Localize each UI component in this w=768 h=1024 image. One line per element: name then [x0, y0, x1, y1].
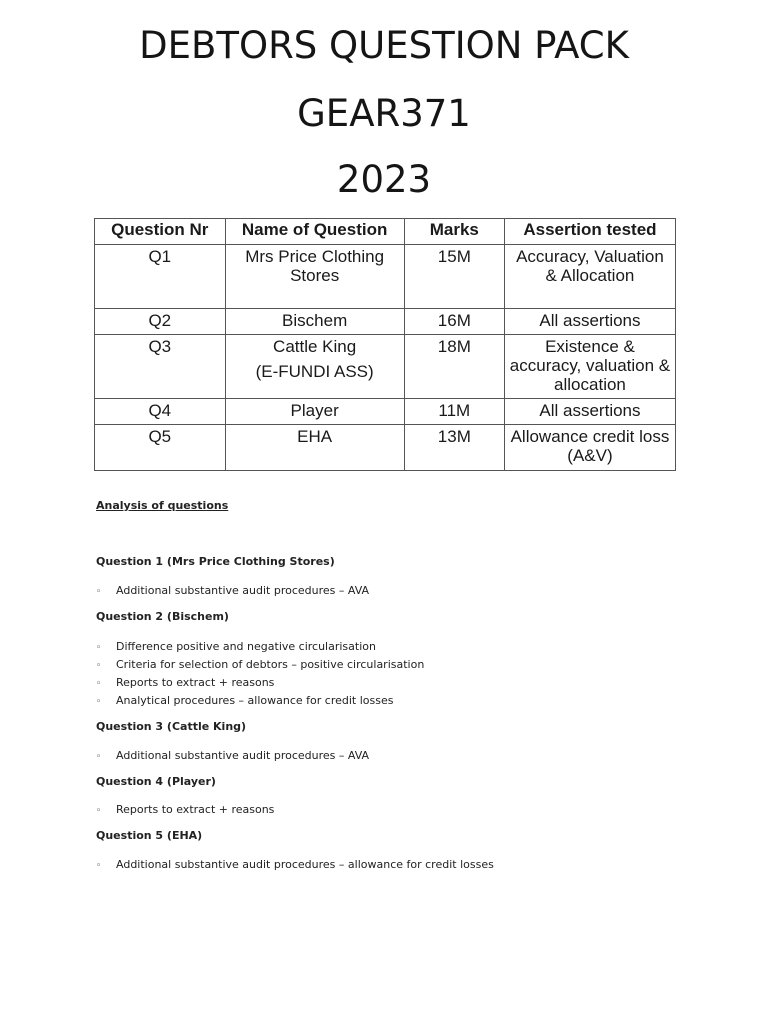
cell-name: [225, 245, 404, 309]
list-item-text: Analytical procedures – allowance for credit losses: [116, 694, 394, 707]
cell-assertion: All assertions: [504, 399, 675, 425]
header-marks: Marks: [404, 219, 504, 245]
bullet-icon: ◦: [96, 861, 102, 871]
document-title: DEBTORS QUESTION PACK: [139, 24, 629, 67]
bullet-icon: ◦: [96, 643, 102, 653]
bullet-icon: ◦: [96, 697, 102, 707]
cell-name: [225, 425, 404, 471]
question-3-heading: Question 3 (Cattle King): [96, 720, 247, 733]
bullet-icon: ◦: [96, 679, 102, 689]
cell-marks: 18M: [404, 335, 504, 399]
header-assertion-tested: Assertion tested: [504, 219, 675, 245]
header-question-nr: Question Nr: [95, 219, 226, 245]
bullet-icon: ◦: [96, 752, 102, 762]
cell-name: [225, 335, 404, 399]
list-item: [96, 640, 376, 653]
list-item: [96, 749, 369, 762]
cell-marks: 11M: [404, 399, 504, 425]
list-item-text: Difference positive and negative circularisation: [116, 640, 376, 653]
cell-question-nr: Q5: [95, 425, 226, 471]
cell-question-nr: Q2: [95, 309, 226, 335]
cell-name-text: Bischem: [282, 311, 348, 330]
question-1-heading: Question 1 (Mrs Price Clothing Stores): [96, 555, 335, 568]
list-item: [96, 694, 393, 707]
cell-assertion: Allowance credit loss (A&V): [504, 425, 675, 471]
list-item: [96, 803, 274, 816]
list-item-text: Reports to extract + reasons: [116, 676, 275, 689]
cell-marks: 13M: [404, 425, 504, 471]
cell-name-subtext: (E-FUNDI ASS): [255, 362, 374, 381]
list-item: [96, 858, 494, 871]
cell-name-text: Cattle King: [273, 337, 357, 356]
document-year: 2023: [336, 158, 432, 201]
cell-marks: 15M: [404, 245, 504, 309]
table-row: [95, 335, 676, 399]
list-item: [96, 658, 424, 671]
list-item: [96, 676, 274, 689]
cell-question-nr: Q3: [95, 335, 226, 399]
analysis-heading: [96, 499, 228, 512]
cell-name: [225, 399, 404, 425]
course-code: GEAR371: [297, 92, 471, 135]
cell-name-text: Mrs Price Clothing Stores: [245, 247, 385, 285]
bullet-icon: ◦: [96, 806, 102, 816]
list-item-text: Additional substantive audit procedures – AVA: [116, 749, 370, 762]
cell-assertion: Existence & accuracy, valuation & allocation: [504, 335, 675, 399]
list-item: [96, 584, 369, 597]
question-5-heading: Question 5 (EHA): [96, 829, 203, 842]
table-row: [95, 245, 676, 309]
table-row: [95, 309, 676, 335]
cell-assertion: All assertions: [504, 309, 675, 335]
table-row: [95, 399, 676, 425]
list-item-text: Additional substantive audit procedures – AVA: [116, 584, 370, 597]
questions-table: [94, 218, 676, 471]
bullet-icon: ◦: [96, 587, 102, 597]
list-item-text: Reports to extract + reasons: [116, 803, 275, 816]
cell-name-text: EHA: [297, 427, 333, 446]
question-2-heading: Question 2 (Bischem): [96, 610, 229, 623]
cell-name-text: Player: [290, 401, 339, 420]
table-header-row: [95, 219, 676, 245]
cell-question-nr: Q4: [95, 399, 226, 425]
cell-assertion: Accuracy, Valuation & Allocation: [504, 245, 675, 309]
analysis-heading-text: Analysis of questions: [96, 499, 229, 512]
cell-question-nr: Q1: [95, 245, 226, 309]
cell-marks: 16M: [404, 309, 504, 335]
list-item-text: Criteria for selection of debtors – positive circularisation: [116, 658, 425, 671]
cell-name: [225, 309, 404, 335]
question-4-heading: Question 4 (Player): [96, 775, 216, 788]
list-item-text: Additional substantive audit procedures – allowance for credit losses: [116, 858, 494, 871]
bullet-icon: ◦: [96, 661, 102, 671]
header-name-of-question: Name of Question: [225, 219, 404, 245]
table-row: [95, 425, 676, 471]
